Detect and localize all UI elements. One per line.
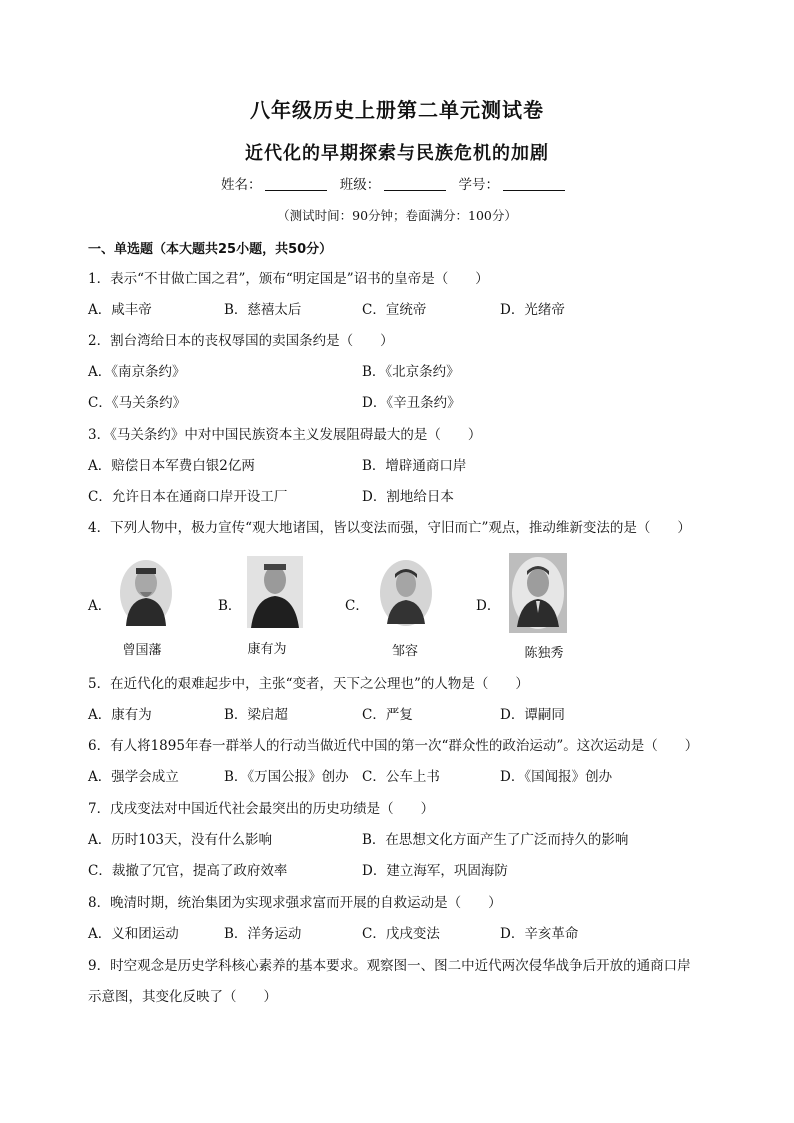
question-1-stem: 1．表示“不甘做亡国之君”，颁布“明定国是”诏书的皇帝是（ ） [88,271,489,287]
q5-option-b: B．梁启超 [224,707,288,723]
student-info-fields [0,175,794,195]
question-9-stem-continued: 示意图，其变化反映了（ ） [88,989,277,1005]
q1-option-a: A．咸丰帝 [88,302,152,318]
zou-rong-portrait [378,558,434,628]
q8-option-b: B．洋务运动 [224,926,302,942]
class-label: 班级： [339,177,381,193]
caption-chen-duxiu: 陈独秀 [524,646,564,661]
caption-kang-youwei: 康有为 [247,642,287,657]
q2-option-a: A．《南京条约》 [88,364,186,380]
q2-option-b: B．《北京条约》 [362,364,460,380]
q5-option-c: C．严复 [362,707,413,723]
q4-option-c: C． [345,598,369,614]
q6-option-a: A．强学会成立 [88,769,179,785]
question-8-stem: 8．晚清时期，统治集团为实现求强求富而开展的自救运动是（ ） [88,895,502,911]
page-title: 八年级历史上册第二单元测试卷 [250,98,544,122]
q4-option-b: B． [218,598,242,614]
q5-option-a: A．康有为 [88,707,152,723]
q7-option-a: A．历时103天，没有什么影响 [88,832,273,848]
question-2-stem: 2．割台湾给日本的丧权辱国的卖国条约是（ ） [88,333,394,349]
test-info: （测试时间：90分钟；卷面满分：100分） [277,208,517,223]
number-blank[interactable] [503,176,565,191]
q2-option-c: C．《马关条约》 [88,395,187,411]
caption-zeng-guofan: 曾国藩 [122,643,162,658]
q5-option-d: D．谭嗣同 [500,707,565,723]
q6-option-c: C．公车上书 [362,769,440,785]
caption-zou-rong: 邹容 [391,644,418,659]
chen-duxiu-portrait [509,553,567,633]
question-7-stem: 7．戊戌变法对中国近代社会最突出的历史功绩是（ ） [88,801,435,817]
question-5-stem: 5．在近代化的艰难起步中，主张“变者，天下之公理也”的人物是（ ） [88,676,529,692]
kang-youwei-portrait [247,556,303,628]
class-blank[interactable] [384,176,446,191]
q2-option-d: D．《辛丑条约》 [362,395,461,411]
q7-option-c: C．裁撤了冗官，提高了政府效率 [88,863,288,879]
question-4-stem: 4．下列人物中，极力宣传“观大地诸国，皆以变法而强，守旧而亡”观点，推动维新变法的是（ ） [88,520,691,536]
q6-option-b: B．《万国公报》创办 [224,769,349,785]
q7-option-b: B．在思想文化方面产生了广泛而持久的影响 [362,832,629,848]
name-label: 姓名： [220,177,262,193]
question-9-stem: 9．时空观念是历史学科核心素养的基本要求。观察图一、图二中近代两次侵华战争后开放的通商口岸 [88,958,691,974]
q1-option-c: C．宣统帝 [362,302,427,318]
q8-option-a: A．义和团运动 [88,926,179,942]
q6-option-d: D．《国闻报》创办 [500,769,613,785]
question-6-stem: 6．有人将1895年春一群举人的行动当做近代中国的第一次“群众性的政治运动”。这次运动是（ ） [88,738,699,754]
q1-option-d: D．光绪帝 [500,302,565,318]
q3-option-c: C．允许日本在通商口岸开设工厂 [88,489,288,505]
section-heading: 一、单选题（本大题共25小题，共50分） [88,242,333,257]
q3-option-b: B．增辟通商口岸 [362,458,467,474]
name-blank[interactable] [265,176,327,191]
q7-option-d: D．建立海军，巩固海防 [362,863,508,879]
q3-option-d: D．割地给日本 [362,489,454,505]
q3-option-a: A．赔偿日本军费白银2亿两 [88,458,255,474]
q4-option-d: D． [476,598,501,614]
q1-option-b: B．慈禧太后 [224,302,302,318]
q8-option-c: C．戊戌变法 [362,926,440,942]
q4-option-a: A． [88,598,112,614]
number-label: 学号： [458,177,500,193]
q8-option-d: D．辛亥革命 [500,926,579,942]
zeng-guofan-portrait [118,558,174,628]
page-subtitle: 近代化的早期探索与民族危机的加剧 [245,143,549,164]
question-3-stem: 3．《马关条约》中对中国民族资本主义发展阻碍最大的是（ ） [88,427,482,443]
